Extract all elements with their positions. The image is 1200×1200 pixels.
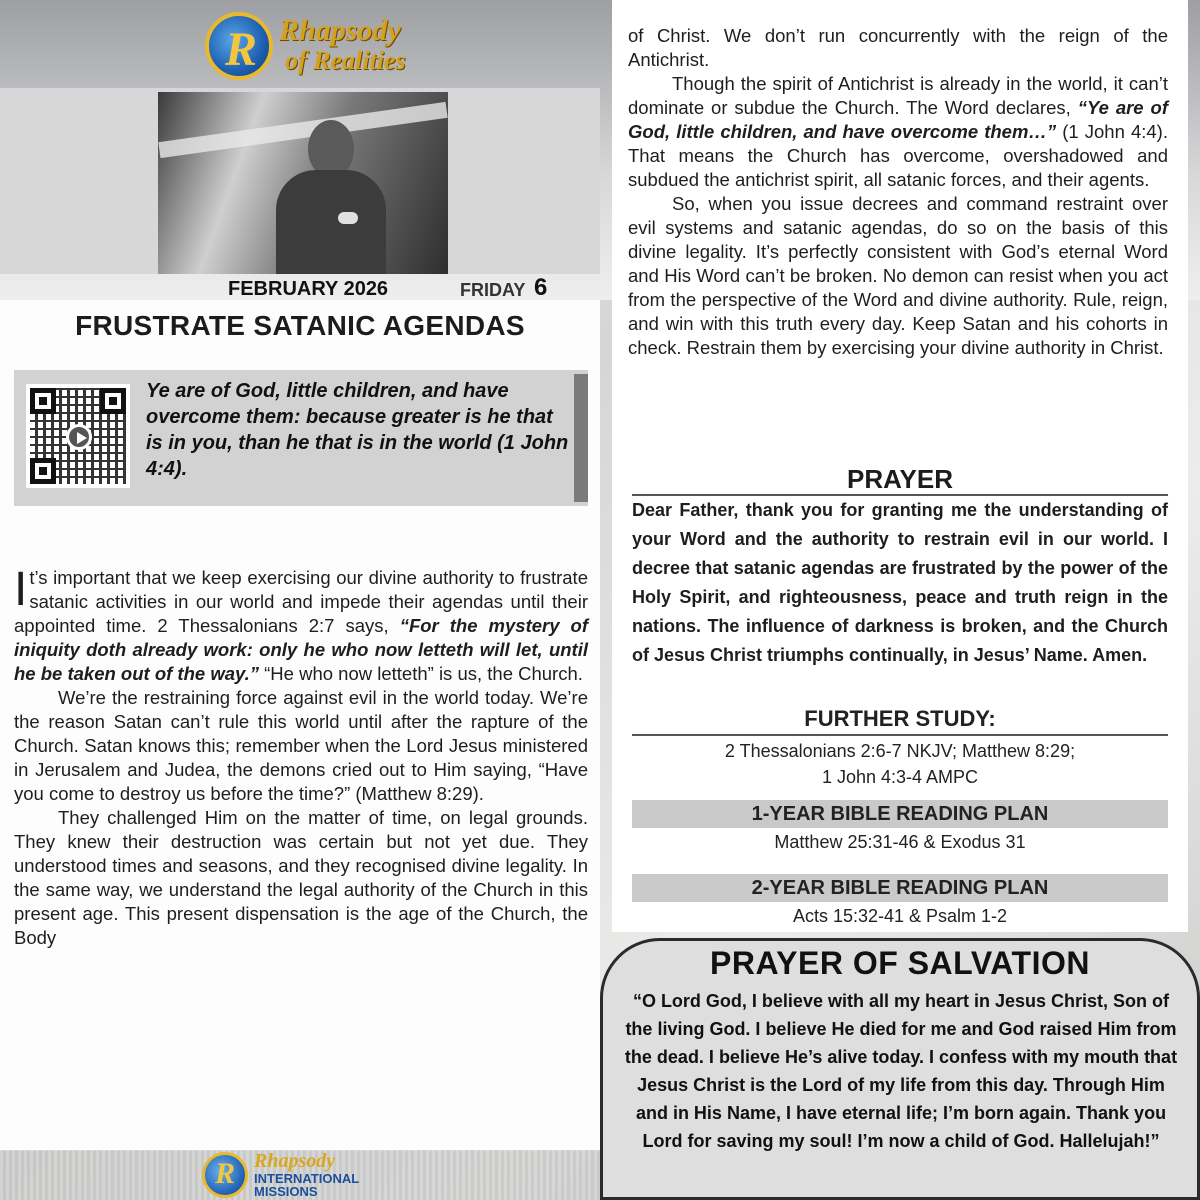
- qr-code-icon[interactable]: [26, 384, 130, 488]
- prayer-of-salvation-box: [600, 938, 1200, 1200]
- plan1-heading: 1-YEAR BIBLE READING PLAN: [632, 800, 1168, 828]
- verse-text: Ye are of God, little children, and have overcome them: because greater is he that is in you, than he that is in the world (1 John 4:4).: [146, 380, 569, 480]
- drop-cap: I: [14, 563, 28, 616]
- rhapsody-missions-logo: R Rhapsody INTERNATIONAL MISSIONS: [202, 1150, 402, 1200]
- plan1-text: Matthew 25:31-46 & Exodus 31: [774, 832, 1026, 852]
- paragraph: So, when you issue decrees and command restraint over evil systems and satanic agendas, do so on the basis of this divine legality. It’s perfectly consistent with God’s eternal Word and His Word can’t be broken. No demon can resist when you act from the perspective of the Word and divine authority. Rule, reign, and win with this truth every day. Keep Satan and his cohorts in check. Restrain them by exercising your divine authority in Christ.: [628, 193, 1168, 358]
- date-month-year: FEBRUARY 2026: [228, 278, 389, 300]
- date-weekday: FRIDAY: [460, 280, 526, 300]
- paragraph: They challenged Him on the matter of time, on legal grounds. They knew their destruction was certain but not yet due. They understood times and seasons, and they recognised divine legality. In the same way, we understand the legal authority of the Church in this present age. This present dispensation is the age of the Church, the Body: [14, 807, 588, 948]
- message-body-right: [628, 24, 1168, 360]
- verse-scrollbar: [574, 374, 588, 502]
- salvation-text: “O Lord God, I believe with all my heart in Jesus Christ, Son of the living God. I believe He died for me and God raised Him from the dead. I believe He’s alive today. I confess with my mouth that Jesus Christ is the Lord of my life from this day. Through Him and in His Name, I have eternal life; I’m born again. Thank you Lord for saving my soul! I’m now a child of God. Hallelujah!”: [624, 991, 1178, 1151]
- salvation-heading: PRAYER OF SALVATION: [710, 945, 1090, 981]
- plan2-text: Acts 15:32-41 & Psalm 1-2: [792, 906, 1008, 926]
- prayer-text: Dear Father, thank you for granting me the understanding of your Word and the authority to restrain evil in our world. I decree that satanic agendas are frustrated by the power of the Holy Spirit, and righteousness, peace and truth reign in the nations. The influence of darkness is broken, and the Church of Jesus Christ triumphs continually, in Jesus’ Name. Amen.: [632, 500, 1168, 665]
- speaker-photo: [158, 92, 448, 274]
- paragraph: It’s important that we keep exercising our divine authority to frustrate satanic activities in our world and impede their agendas until their appointed time. 2 Thessalonians 2:7 says, “For the mystery of iniquity doth already work: only he who now letteth will let, until he be taken out of the way.” “He who now letteth” is us, the Church.: [14, 563, 589, 684]
- scripture-quote: “Ye are of God, little children, and have overcome them…”: [628, 97, 1168, 142]
- play-icon: [66, 424, 92, 450]
- scripture-quote: “For the mystery of iniquity doth already work: only he who now letteth will let, until he be taken out of the way.”: [14, 615, 589, 684]
- paragraph: We’re the restraining force against evil in the world today. We’re the reason Satan can’t rule this world until after the rapture of the Church. Satan knows this; remember when the Lord Jesus ministered in Jerusalem and Judea, the demons cried out to Him saying, “Have you come to destroy us before the time?” (Matthew 8:29).: [14, 687, 588, 804]
- paragraph: Though the spirit of Antichrist is already in the world, it can’t dominate or subdue the Church. The Word declares, “Ye are of God, little children, and have overcome them…” (1 John 4:4). That means the Church has overcome, overshadowed and subdued the antichrist spirit, all satanic forces, and their agents.: [628, 73, 1168, 190]
- page-title: FRUSTRATE SATANIC AGENDAS: [75, 310, 525, 341]
- paragraph: of Christ. We don’t run concurrently with the reign of the Antichrist.: [628, 25, 1168, 70]
- plan2-heading: 2-YEAR BIBLE READING PLAN: [632, 874, 1168, 902]
- divider: [632, 734, 1168, 736]
- rhapsody-logo: [205, 12, 415, 82]
- further-study-heading: FURTHER STUDY:: [804, 706, 996, 731]
- logo-line2: of Realities: [285, 46, 406, 75]
- verse-box: [14, 370, 588, 506]
- logo-line1: Rhapsody: [279, 14, 401, 47]
- prayer-heading: PRAYER: [847, 464, 953, 494]
- date-day-number: 6: [534, 274, 548, 301]
- message-body-left: [14, 563, 589, 950]
- missions-emblem-icon: R: [202, 1152, 248, 1198]
- date-bar: [158, 274, 600, 304]
- logo-emblem-icon: R: [205, 12, 273, 80]
- further-study-references: 2 Thessalonians 2:6-7 NKJV; Matthew 8:29; 1 John 4:3-4 AMPC: [724, 741, 1076, 787]
